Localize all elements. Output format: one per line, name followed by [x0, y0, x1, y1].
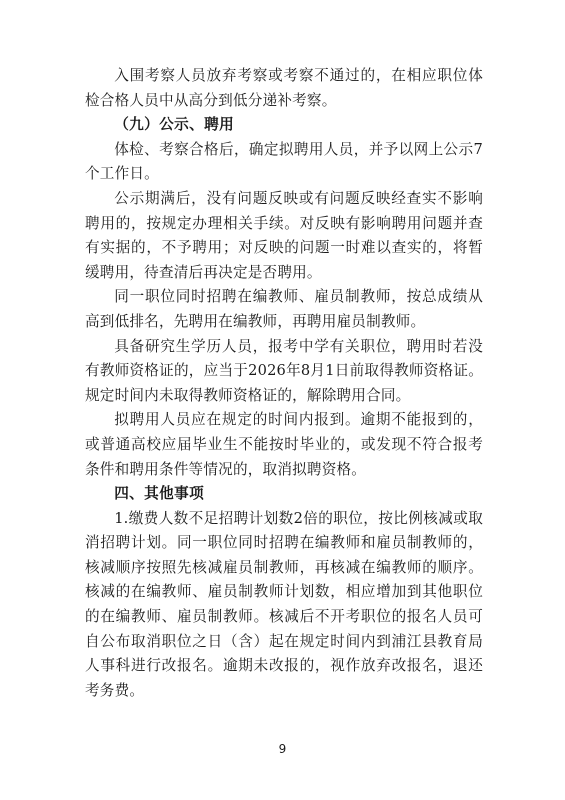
paragraph-publicity: 体检、考察合格后，确定拟聘用人员，并予以网上公示7个工作日。 [85, 140, 483, 183]
document-body [85, 64, 483, 703]
paragraph-graduate-certificate: 具备研究生学历人员，报考中学有关职位，聘用时若没有教师资格证的，应当于2026年8月1日前取得教师资格证。规定时间内未取得教师资格证的，解除聘用合同。 [85, 337, 483, 404]
paragraph-report-on-time: 拟聘用人员应在规定的时间内报到。逾期不能报到的，或普通高校应届毕业生不能按时毕业的，或发现不符合报考条件和聘用条件等情况的，取消拟聘资格。 [85, 411, 483, 478]
paragraph-ranking: 同一职位同时招聘在编教师、雇员制教师，按总成绩从高到低排名，先聘用在编教师，再聘用雇员制教师。 [85, 288, 483, 330]
paragraph-after-publicity: 公示期满后，没有问题反映或有问题反映经查实不影响聘用的，按规定办理相关手续。对反映有影响聘用问题并查有实据的，不予聘用；对反映的问题一时难以查实的，将暂缓聘用，待查清后再决定是否聘用。 [85, 189, 483, 281]
paragraph-plan-reduction: 1.缴费人数不足招聘计划数2倍的职位，按比例核减或取消招聘计划。同一职位同时招聘在编教师和雇员制教师的，核减顺序按照先核减雇员制教师，再核减在编教师的顺序。核减的在编教师、雇员制教师计划数，相应增加到其他职位的在编教师、雇员制教师。核减后不开考职位的报名人员可自公布取消职位之日（含）起在规定时间内到浦江县教育局人事科进行改报名。逾期未改报的，视作放弃改报名，退还考务费。 [85, 509, 483, 699]
section-heading-publicity: （九）公示、聘用 [114, 116, 235, 134]
page-number: 9 [278, 742, 287, 756]
paragraph-recheck: 入围考察人员放弃考察或考察不通过的，在相应职位体检合格人员中从高分到低分递补考察。 [85, 67, 483, 109]
section-heading-other-matters: 四、其他事项 [114, 485, 205, 503]
